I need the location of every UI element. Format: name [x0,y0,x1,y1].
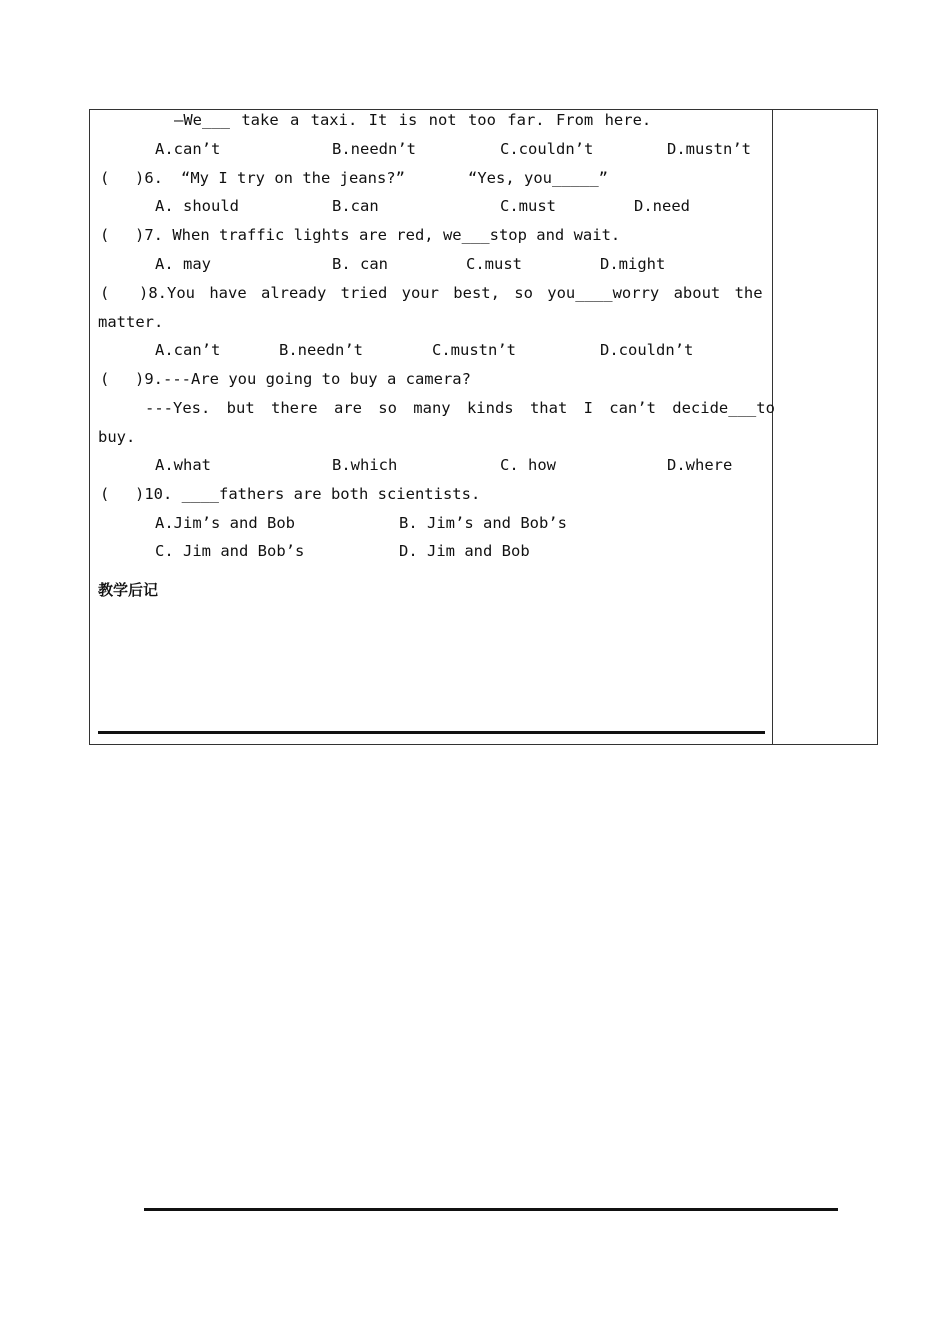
option-c: C. how [500,456,556,474]
question-text: )9.---Are you going to buy a camera? [135,370,471,388]
option-a: A. may [155,255,211,273]
option-c: C.must [500,197,556,215]
question-text: buy. [98,428,136,446]
question-text: )7. When traffic lights are red, we___stop and wait. [135,226,621,244]
options-line [98,192,766,221]
option-a: A.what [155,456,211,474]
option-d: D.need [634,197,690,215]
option-b: B.which [332,456,398,474]
option-b: B.needn’t [332,140,416,158]
question-text: )8.You have already tried your best, so you____worry about the [139,284,763,302]
question-line [98,164,766,193]
option-c: C. Jim and Bob’s [155,542,305,560]
option-b: B. can [332,255,388,273]
options-line [98,451,766,480]
column-divider [772,109,773,745]
option-b: B.needn’t [279,341,363,359]
answer-bracket: ( [100,226,110,244]
answer-bracket: ( [100,284,110,302]
question-text: matter. [98,313,164,331]
question-text: ---Yes. but there are so many kinds that I can’t decide___to [145,399,775,417]
option-c: C.must [466,255,522,273]
options-line [98,509,766,538]
option-a: A.can’t [155,341,221,359]
page-bottom-rule [144,1208,838,1211]
question-line [98,480,766,509]
sentence-text: —We___ take a taxi. It is not too far. From here. [174,111,652,129]
teaching-notes-heading: 教学后记 [98,581,159,599]
options-line [98,537,766,566]
question-text: “My I try on the jeans?” [181,169,405,187]
question-number: )6. [135,169,163,187]
sentence-line [98,106,766,135]
options-line [98,135,766,164]
notes-underline [98,731,765,734]
question-line [98,279,766,308]
question-text-answer: “Yes, you_____” [468,169,608,187]
question-line [98,221,766,250]
option-a: A.Jim’s and Bob [155,514,295,532]
option-c: C.couldn’t [500,140,594,158]
question-continuation [98,308,766,337]
question-line [98,365,766,394]
option-a: A.can’t [155,140,221,158]
option-d: D.mustn’t [667,140,751,158]
option-d: D. Jim and Bob [399,542,530,560]
option-a: A. should [155,197,239,215]
option-d: D.couldn’t [600,341,694,359]
options-line [98,250,766,279]
question-text: )10. ____fathers are both scientists. [135,485,481,503]
option-c: C.mustn’t [432,341,516,359]
option-d: D.where [667,456,733,474]
option-d: D.might [600,255,666,273]
option-b: B.can [332,197,379,215]
question-continuation [98,394,775,423]
option-b: B. Jim’s and Bob’s [399,514,567,532]
answer-bracket: ( [100,485,110,503]
options-line [98,336,766,365]
question-continuation [98,423,766,452]
answer-bracket: ( [100,169,110,187]
answer-bracket: ( [100,370,110,388]
